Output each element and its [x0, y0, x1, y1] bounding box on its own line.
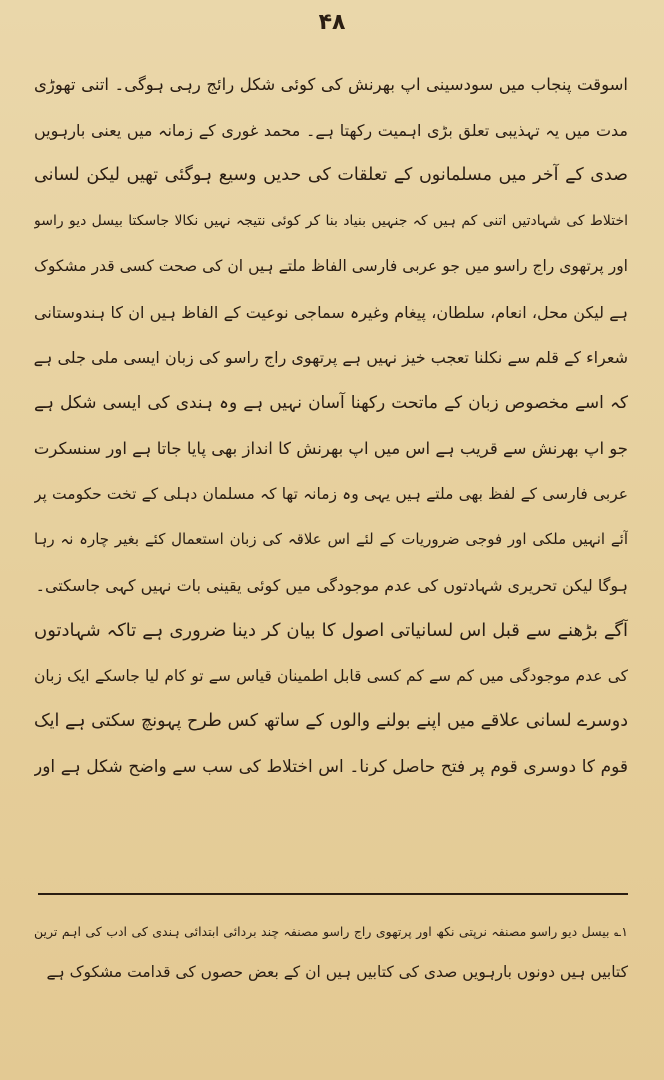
body-line: شعراء کے قلم سے نکلنا تعجب خیز نہیں ہے پرتھوی راج راسو کی زبان ایسی ملی جلی ہے: [34, 348, 628, 367]
body-line: قوم کا دوسری قوم پر فتح حاصل کرنا۔ اس اختلاط کی سب سے واضح شکل ہے اور: [34, 756, 628, 777]
footnote-line: ۱؎ بیسل دیو راسو مصنفہ نرپتی نکھ اور پرتھوی راج راسو مصنفہ چند بردائی ابتدائی ہندی کی ادب کی اہم ترین: [34, 924, 628, 939]
footnote-line: کتابیں ہیں دونوں بارہویں صدی کی کتابیں ہیں ان کے بعض حصوں کی قدامت مشکوک ہے: [46, 963, 628, 981]
body-line: اسوقت پنجاب میں سودسینی اپ بھرنش کی کوئی شکل رائج رہی ہوگی۔ اتنی تھوڑی: [34, 75, 628, 94]
body-line: اختلاط کی شہادتیں اتنی کم ہیں کہ جنہیں بنیاد بنا کر کوئی نتیجہ نہیں نکالا جاسکتا بیسل دیو راسو: [34, 212, 628, 229]
body-line: جو اپ بھرنش سے قریب ہے اس میں اپ بھرنش کا انداز بھی پایا جاتا ہے اور سنسکرت: [34, 439, 628, 458]
body-line: ہے لیکن محل، انعام، سلطان، پیغام وغیرہ سماجی نوعیت کے الفاظ ہیں ان کا ہندوستانی: [34, 302, 628, 322]
body-line: مدت میں یہ تہذیبی تعلق بڑی اہمیت رکھتا ہے۔ محمد غوری کے زمانہ میں یعنی بارہویں: [34, 120, 628, 140]
footnote: [34, 912, 628, 992]
body-line: آگے بڑھنے سے قبل اس لسانیاتی اصول کا بیان کر دینا ضروری ہے تاکہ شہادتوں: [34, 620, 628, 641]
body-line: کہ اسے مخصوص زبان کے ماتحت رکھنا آسان نہیں ہے وہ ہندی کی ایسی شکل ہے: [34, 392, 628, 413]
body-line: عربی فارسی کے لفظ بھی ملتے ہیں یہی وہ زمانہ تھا کہ مسلمان دہلی کے تخت حکومت پر: [34, 484, 628, 503]
body-text: [34, 62, 628, 790]
body-line: ہوگا لیکن تحریری شہادتوں کی عدم موجودگی میں کوئی یقینی بات نہیں کہی جاسکتی۔: [35, 575, 628, 595]
footnote-separator: [38, 893, 628, 895]
body-line: صدی کے آخر میں مسلمانوں کے تعلقات کی حدیں وسیع ہوگئی تھیں لیکن لسانی: [34, 165, 628, 185]
page-number: ۴۸: [318, 10, 346, 35]
body-line: دوسرے لسانی علاقے میں اپنے بولنے والوں کے ساتھ کس طرح پہونچ سکتی ہے ایک: [34, 711, 628, 731]
body-line: اور پرتھوی راج راسو میں جو عربی فارسی الفاظ ملتے ہیں ان کی صحت کسی قدر مشکوک: [34, 257, 628, 275]
body-line: آئے انہیں ملکی اور فوجی ضروریات کے لئے اس علاقہ کی زبان استعمال کئے بغیر چارہ نہ رہا: [34, 530, 628, 548]
body-line: کی عدم موجودگی میں کم سے کم کسی قابل اطمینان قیاس سے تو کام لیا جاسکے ایک زبان: [34, 666, 628, 685]
